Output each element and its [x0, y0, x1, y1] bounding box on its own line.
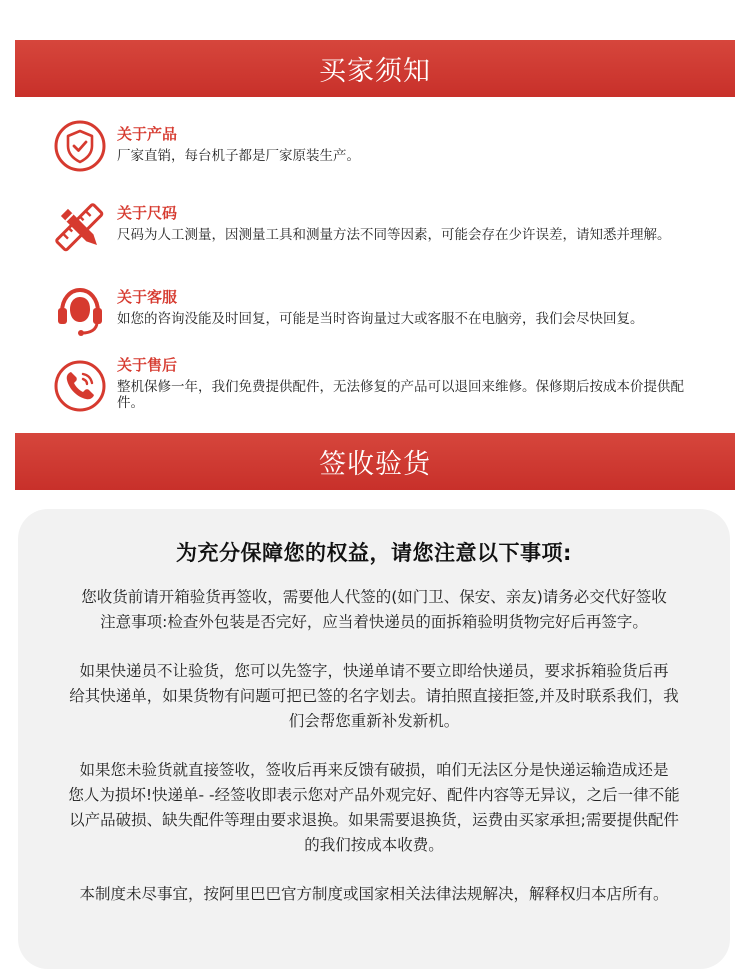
inspection-panel: [18, 509, 730, 969]
notice-item-product: [52, 118, 742, 174]
headset-support-icon: [52, 282, 108, 338]
notice-item-after-sales: [52, 352, 742, 414]
notice-title: 关于客服: [117, 288, 178, 306]
paragraph-line: 如果您未验货就直接签收，签收后再来反馈有破损，咱们无法区分是快递运输造成还是: [79, 761, 669, 779]
ruler-pencil-icon: [52, 200, 108, 256]
paragraph-line: 如果快递员不让验货，您可以先签字，快递单请不要立即给快递员，要求拆箱验货后再: [79, 662, 669, 680]
paragraph-line: 给其快递单，如果货物有问题可把已签的名字划去。请拍照直接拒签,并及时联系我们，我: [69, 687, 679, 705]
inspection-title: 签收验货: [319, 449, 431, 480]
paragraph-line: 您人为损坏!快递单- -经签收即表示您对产品外观完好、配件内容等无异议，之后一律不能: [68, 786, 680, 804]
paragraph-line: 们会帮您重新补发新机。: [288, 712, 460, 730]
paragraph-line: 本制度未尽事宜，按阿里巴巴官方制度或国家相关法律法规解决，解释权归本店所有。: [79, 885, 669, 903]
notice-title: 关于产品: [117, 125, 178, 143]
notice-text: 如您的咨询没能及时回复，可能是当时咨询量过大或客服不在电脑旁，我们会尽快回复。: [117, 311, 644, 327]
notice-title: 关于尺码: [117, 204, 178, 222]
buyer-notice-title: 买家须知: [319, 56, 431, 87]
paragraph-line: 您收货前请开箱验货再签收，需要他人代签的(如门卫、保安、亲友)请务必交代好签收: [81, 588, 667, 606]
notice-title: 关于售后: [117, 356, 178, 374]
inspection-paragraph-4: [42, 882, 706, 907]
paragraph-line: 以产品破损、缺失配件等理由要求退换。如果需要退换货，运费由买家承担;需要提供配件: [69, 811, 679, 829]
notice-item-size: [52, 200, 742, 256]
phone-icon: [52, 358, 108, 414]
notice-text: 尺码为人工测量，因测量工具和测量方法不同等因素，可能会存在少许误差，请知悉并理解。: [117, 227, 671, 243]
inspection-heading: 为充分保障您的权益，请您注意以下事项:: [176, 541, 572, 565]
notice-item-service: [52, 282, 742, 338]
inspection-paragraph-3: [42, 758, 706, 858]
buyer-notice-banner: [15, 40, 735, 97]
paragraph-line: 的我们按成本收费。: [304, 836, 444, 854]
inspection-paragraph-1: [42, 585, 706, 635]
paragraph-line: 注意事项:检查外包装是否完好，应当着快递员的面拆箱验明货物完好后再签字。: [100, 613, 648, 631]
inspection-paragraph-2: [42, 659, 706, 734]
notice-text: 厂家直销，每台机子都是厂家原装生产。: [117, 148, 360, 164]
shield-check-icon: [52, 118, 108, 174]
notice-text: 整机保修一年，我们免费提供配件，无法修复的产品可以退回来维修。保修期后按成本价提供配件。: [117, 379, 684, 411]
inspection-banner: [15, 433, 735, 490]
